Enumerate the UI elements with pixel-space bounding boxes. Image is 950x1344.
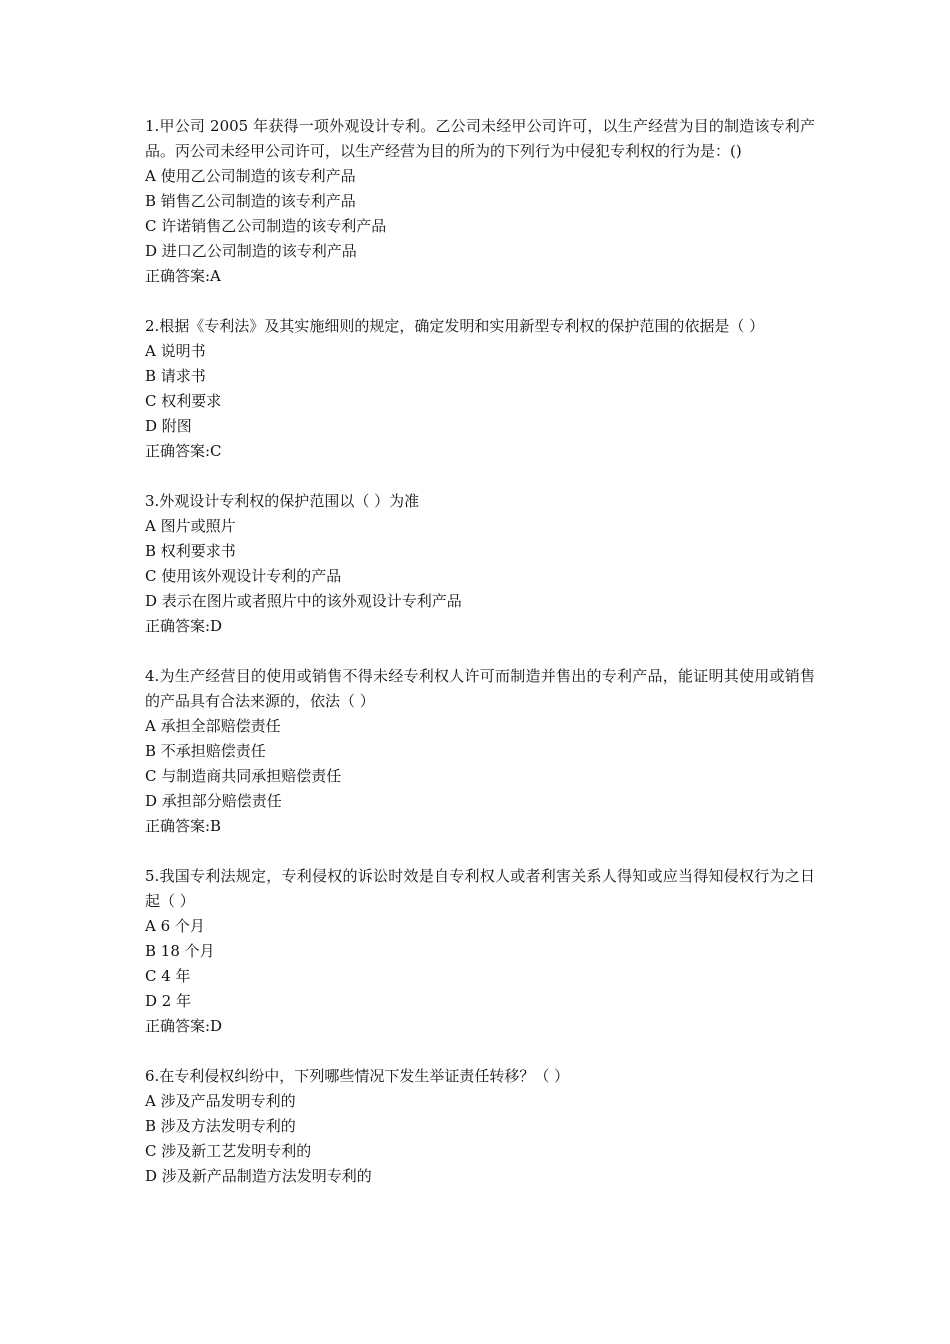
option-b: B 涉及方法发明专利的 — [145, 1117, 296, 1135]
option-d: D 涉及新产品制造方法发明专利的 — [145, 1167, 372, 1185]
question-3 — [145, 489, 815, 639]
question-stem: 2.根据《专利法》及其实施细则的规定，确定发明和实用新型专利权的保护范围的依据是（ ） — [145, 317, 765, 335]
question-4 — [145, 664, 815, 839]
option-a: A 涉及产品发明专利的 — [145, 1092, 296, 1110]
option-a: A 使用乙公司制造的该专利产品 — [145, 167, 356, 185]
option-c: C 许诺销售乙公司制造的该专利产品 — [145, 217, 387, 235]
option-c: C 权利要求 — [145, 392, 222, 410]
option-c: C 使用该外观设计专利的产品 — [145, 567, 342, 585]
option-d: D 表示在图片或者照片中的该外观设计专利产品 — [145, 592, 462, 610]
question-2 — [145, 314, 815, 464]
option-d: D 进口乙公司制造的该专利产品 — [145, 242, 357, 260]
option-d: D 2 年 — [145, 992, 192, 1010]
answer-line: 正确答案:C — [145, 442, 222, 460]
option-b: B 销售乙公司制造的该专利产品 — [145, 192, 356, 210]
option-b: B 请求书 — [145, 367, 206, 385]
option-a: A 图片或照片 — [145, 517, 236, 535]
question-stem: 6.在专利侵权纠纷中，下列哪些情况下发生举证责任转移？（ ） — [145, 1067, 570, 1085]
question-stem: 4.为生产经营目的使用或销售不得未经专利权人许可而制造并售出的专利产品，能证明其使用或销售的产品具有合法来源的，依法（ ） — [145, 667, 815, 710]
answer-line: 正确答案:A — [145, 267, 221, 285]
answer-line: 正确答案:B — [145, 817, 222, 835]
option-d: D 承担部分赔偿责任 — [145, 792, 282, 810]
question-stem: 5.我国专利法规定，专利侵权的诉讼时效是自专利权人或者利害关系人得知或应当得知侵权行为之日起（ ） — [145, 867, 815, 910]
answer-line: 正确答案:D — [145, 1017, 223, 1035]
option-a: A 6 个月 — [145, 917, 205, 935]
question-5 — [145, 864, 815, 1039]
option-b: B 18 个月 — [145, 942, 215, 960]
question-1 — [145, 114, 815, 289]
option-b: B 不承担赔偿责任 — [145, 742, 266, 760]
option-c: C 4 年 — [145, 967, 191, 985]
question-6 — [145, 1064, 815, 1189]
option-c: C 与制造商共同承担赔偿责任 — [145, 767, 342, 785]
option-c: C 涉及新工艺发明专利的 — [145, 1142, 312, 1160]
option-a: A 说明书 — [145, 342, 206, 360]
option-b: B 权利要求书 — [145, 542, 236, 560]
document-page — [145, 114, 815, 1214]
question-stem: 3.外观设计专利权的保护范围以（ ）为准 — [145, 492, 420, 510]
option-a: A 承担全部赔偿责任 — [145, 717, 281, 735]
option-d: D 附图 — [145, 417, 192, 435]
answer-line: 正确答案:D — [145, 617, 223, 635]
question-stem: 1.甲公司 2005 年获得一项外观设计专利。乙公司未经甲公司许可，以生产经营为目的制造该专利产品。丙公司未经甲公司许可，以生产经营为目的所为的下列行为中侵犯专利权的行为是：() — [145, 117, 815, 160]
